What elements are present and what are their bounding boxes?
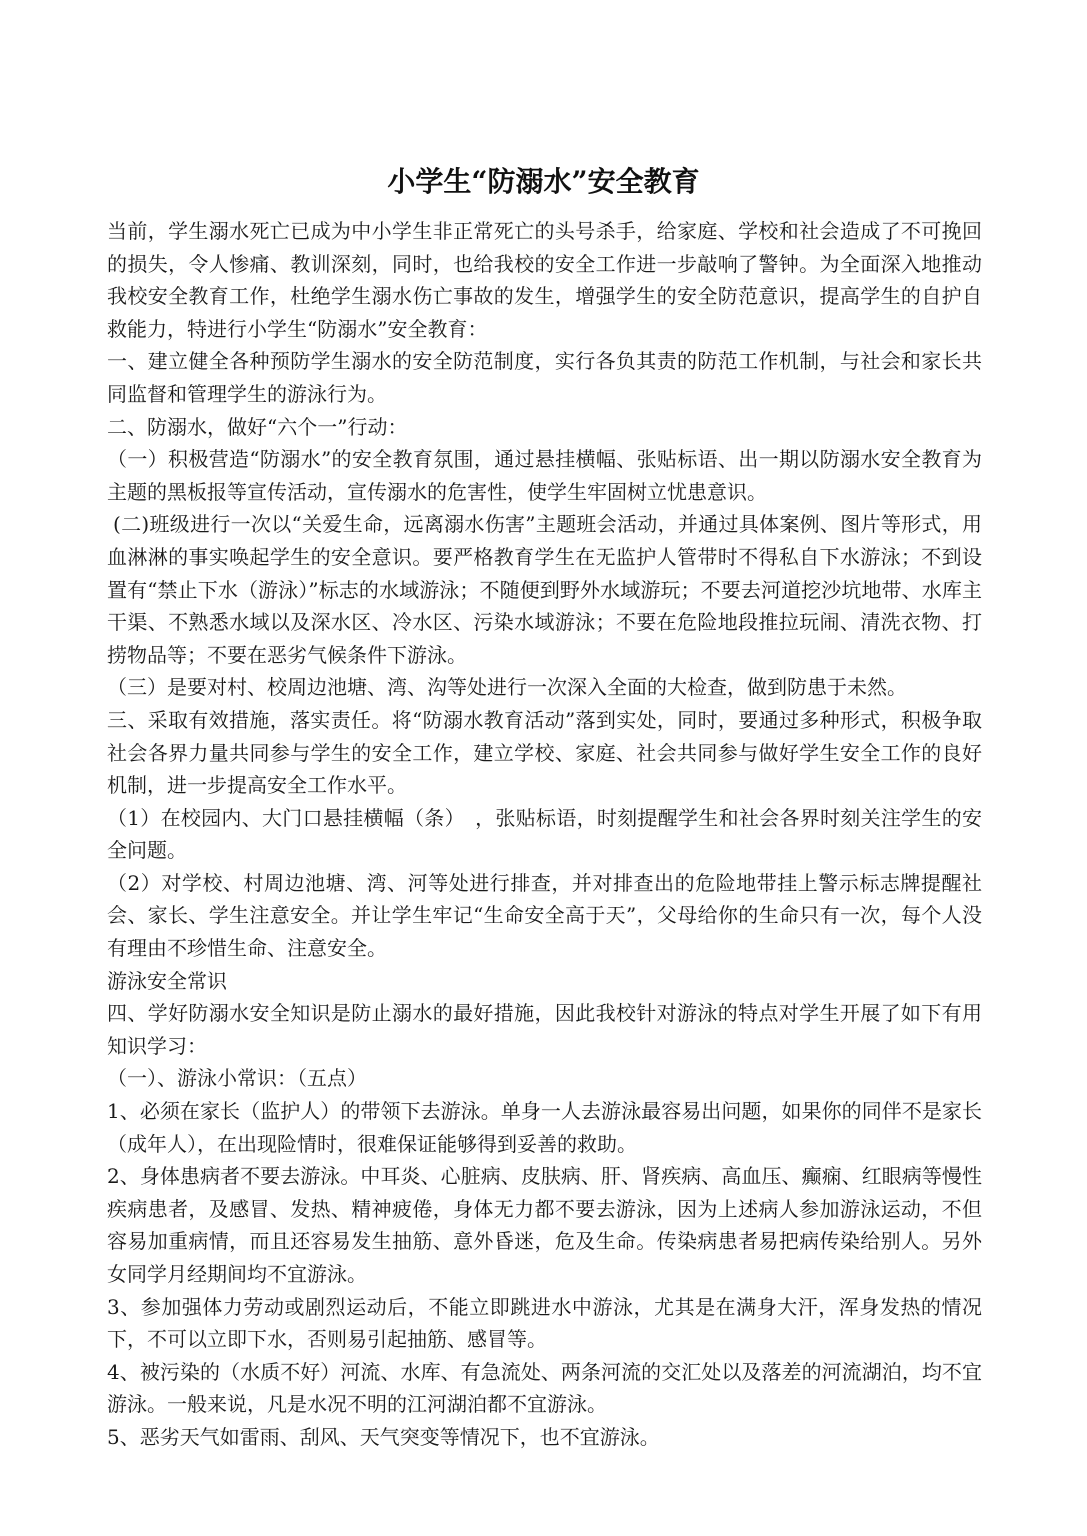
paragraph-section-3-item-1: （1）在校园内、大门口悬挂横幅（条） ，张贴标语，时刻提醒学生和社会各界时刻关注学生的安全问题。 [107, 805, 982, 863]
paragraph-intro: 当前，学生溺水死亡已成为中小学生非正常死亡的头号杀手，给家庭、学校和社会造成了不可挽回的损失，令人惨痛、教训深刻，同时，也给我校的安全工作进一步敲响了警钟。为全面深入地推动我校安全教育工作，杜绝学生溺水伤亡事故的发生，增强学生的安全防范意识，提高学生的自护自救能力，特进行小学生“防溺水”安全教育： [107, 219, 982, 341]
paragraph-tip-3: 3、参加强体力劳动或剧烈运动后，不能立即跳进水中游泳，尤其是在满身大汗，浑身发热的情况下，不可以立即下水，否则易引起抽筋、感冒等。 [107, 1294, 982, 1352]
paragraph-section-2-heading: 二、防溺水，做好“六个一”行动： [107, 414, 408, 439]
paragraph-section-2-item-2: (二)班级进行一次以“关爱生命，远离溺水伤害”主题班会活动，并通过具体案例、图片等形式，用血淋淋的事实唤起学生的安全意识。要严格教育学生在无监护人管带时不得私自下水游泳；不到设置有“禁止下水（游泳）”标志的水域游泳；不随便到野外水域游玩；不要去河道挖沙坑地带、水库主干渠、不熟悉水域以及深水区、冷水区、污染水域游泳；不要在危险地段推拉玩闹、清洗衣物、打捞物品等；不要在恶劣气候条件下游泳。 [107, 512, 982, 667]
paragraph-tips-heading: （一）、游泳小常识：（五点） [107, 1066, 367, 1091]
paragraph-section-3: 三、采取有效措施，落实责任。将“防溺水教育活动”落到实处，同时，要通过多种形式，积极争取社会各界力量共同参与学生的安全工作，建立学校、家庭、社会共同参与做好学生安全工作的良好机制，进一步提高安全工作水平。 [107, 707, 982, 798]
paragraph-tip-4: 4、被污染的（水质不好）河流、水库、有急流处、两条河流的交汇处以及落差的河流湖泊，均不宜游泳。一般来说，凡是水况不明的江河湖泊都不宜游泳。 [107, 1359, 982, 1417]
paragraph-tip-2: 2、身体患病者不要去游泳。中耳炎、心脏病、皮肤病、肝、肾疾病、高血压、癫痫、红眼病等慢性疾病患者，及感冒、发热、精神疲倦，身体无力都不要去游泳，因为上述病人参加游泳运动，不但容易加重病情，而且还容易发生抽筋、意外昏迷，危及生命。传染病患者易把病传染给别人。另外女同学月经期间均不宜游泳。 [107, 1164, 982, 1286]
subheading-swimming-safety: 游泳安全常识 [107, 968, 227, 993]
paragraph-tip-1: 1、必须在家长（监护人）的带领下去游泳。单身一人去游泳最容易出问题，如果你的同伴不是家长（成年人），在出现险情时，很难保证能够得到妥善的救助。 [107, 1099, 982, 1156]
document-title: 小学生“防溺水”安全教育 [387, 165, 700, 198]
paragraph-section-3-item-2: （2）对学校、村周边池塘、湾、河等处进行排查，并对排查出的危险地带挂上警示标志牌提醒社会、家长、学生注意安全。并让学生牢记“生命安全高于天”，父母给你的生命只有一次，每个人没有理由不珍惜生命、注意安全。 [107, 870, 982, 961]
paragraph-section-2-item-3: （三）是要对村、校周边池塘、湾、沟等处进行一次深入全面的大检查，做到防患于未然。 [107, 675, 907, 700]
paragraph-section-1: 一、建立健全各种预防学生溺水的安全防范制度，实行各负其责的防范工作机制，与社会和家长共同监督和管理学生的游泳行为。 [107, 349, 982, 406]
paragraph-section-2-item-1: （一）积极营造“防溺水”的安全教育氛围，通过悬挂横幅、张贴标语、出一期以防溺水安全教育为主题的黑板报等宣传活动，宣传溺水的危害性，使学生牢固树立忧患意识。 [107, 447, 982, 504]
paragraph-section-4: 四、学好防溺水安全知识是防止溺水的最好措施，因此我校针对游泳的特点对学生开展了如下有用知识学习： [107, 1001, 982, 1058]
document-body [107, 215, 982, 1454]
paragraph-tip-5: 5、恶劣天气如雷雨、刮风、天气突变等情况下，也不宜游泳。 [107, 1424, 660, 1449]
